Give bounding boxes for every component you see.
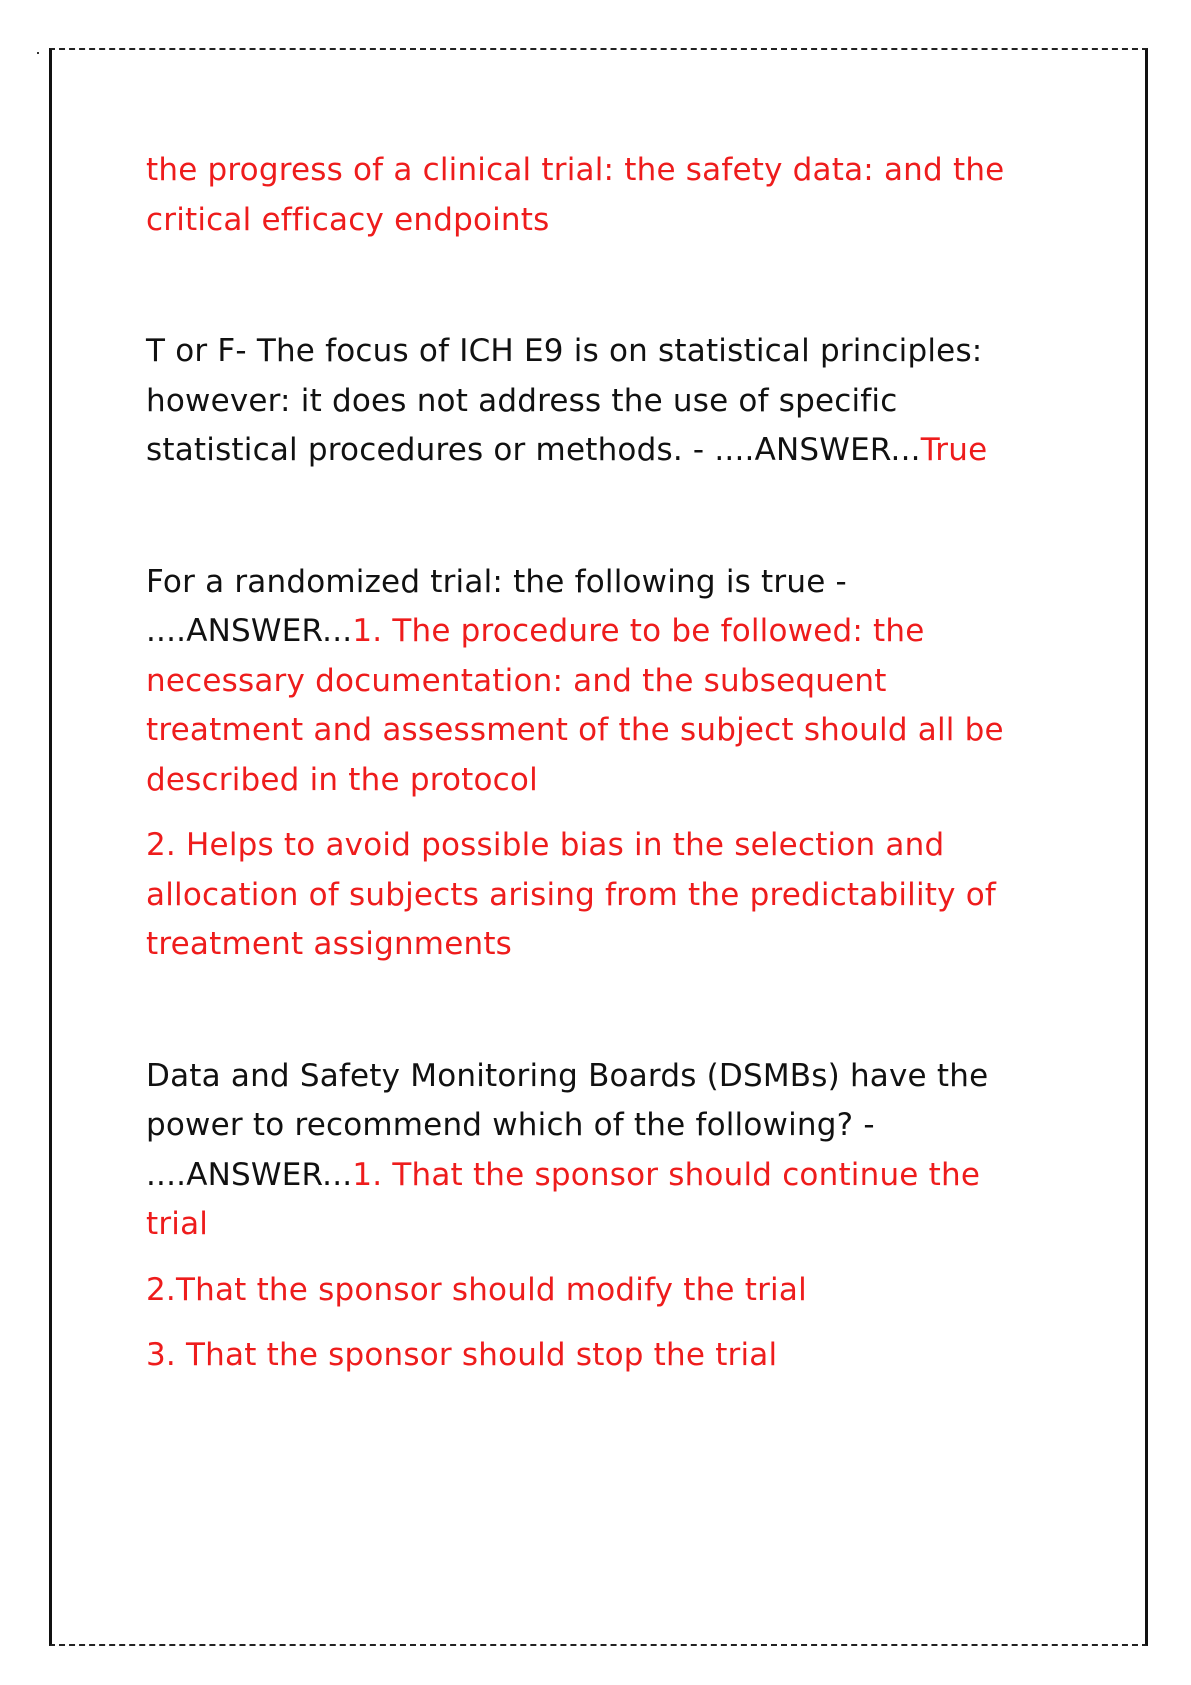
document-body	[146, 146, 1046, 1381]
question-3	[146, 1052, 1046, 1250]
question-1-answer: True	[920, 432, 988, 468]
question-3-text: Data and Safety Monitoring Boards (DSMBs) have the power to recommend which of the following? - ....ANSWER...	[146, 1057, 989, 1193]
question-1-text: T or F- The focus of ICH E9 is on statistical principles: however: it does not address the use of specific statistical procedures or methods. - ....ANSWER...	[146, 333, 983, 468]
intro-answer: the progress of a clinical trial: the safety data: and the critical efficacy endpoints	[146, 152, 1005, 238]
question-2-text: For a randomized trial: the following is true - ....ANSWER...	[146, 563, 847, 649]
question-2-answer-2: 2. Helps to avoid possible bias in the selection and allocation of subjects arising from the predictability of treatment assignments	[146, 827, 997, 962]
question-3-answer-1: 1. That the sponsor should continue the trial	[146, 1156, 981, 1242]
question-3-answer-2: 2.That the sponsor should modify the trial	[146, 1271, 807, 1308]
corner-mark	[37, 52, 39, 54]
question-1	[146, 327, 1046, 476]
question-3-answer-3: 3. That the sponsor should stop the trial	[146, 1337, 778, 1373]
question-2	[146, 558, 1046, 806]
question-2-answer-1: 1. The procedure to be followed: the necessary documentation: and the subsequent treatment and assessment of the subject should all be described in the protocol	[146, 613, 1004, 798]
